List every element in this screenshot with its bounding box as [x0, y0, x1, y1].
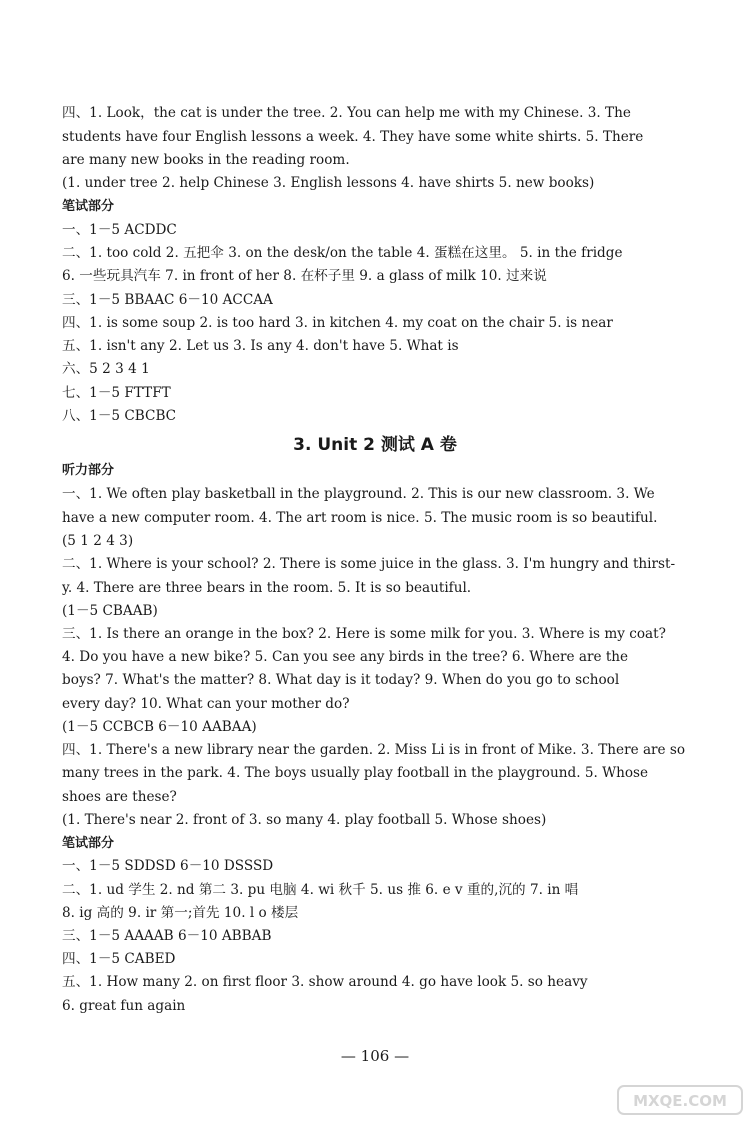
- written-answer-line: 四、1－5 CABED: [62, 951, 176, 967]
- written-answer-line: 三、1－5 AAAAB 6－10 ABBAB: [62, 928, 272, 944]
- listening-line: 一、1. We often play basketball in the playground. 2. This is our new classroom. 3. We: [62, 486, 655, 502]
- listening-line: have a new computer room. 4. The art room is nice. 5. The music room is so beautiful.: [62, 510, 658, 526]
- page-number: — 106 —: [340, 1047, 410, 1065]
- written-answer-line: 七、1－5 FTTFT: [62, 385, 171, 401]
- listening-q4-line-2: students have four English lessons a week. 4. They have some white shirts. 5. There: [62, 129, 644, 145]
- watermark-text: MXQE.COM: [633, 1092, 727, 1110]
- written-answer-line: 二、1. ud 学生 2. nd 第二 3. pu 电脑 4. wi 秋千 5. us 推 6. e v 重的,沉的 7. in 唱: [62, 882, 579, 898]
- written-answer-line: 四、1. is some soup 2. is too hard 3. in kitchen 4. my coat on the chair 5. is near: [62, 315, 613, 331]
- listening-line: 四、1. There's a new library near the garden. 2. Miss Li is in front of Mike. 3. There are so: [62, 742, 686, 758]
- written-section-label: 笔试部分: [62, 199, 115, 214]
- listening-line: (1. There's near 2. front of 3. so many 4. play football 5. Whose shoes): [62, 812, 547, 828]
- listening-section-label: 听力部分: [62, 463, 115, 478]
- written-section-label: 笔试部分: [62, 836, 115, 851]
- listening-line: many trees in the park. 4. The boys usually play football in the playground. 5. Whose: [62, 765, 649, 781]
- written-answer-line: 一、1－5 ACDDC: [62, 222, 177, 238]
- listening-line: y. 4. There are three bears in the room. 5. It is so beautiful.: [62, 580, 472, 596]
- listening-line: (1－5 CBAAB): [62, 603, 158, 619]
- listening-line: 三、1. Is there an orange in the box? 2. Here is some milk for you. 3. Where is my coat?: [62, 626, 666, 642]
- listening-line: shoes are these?: [62, 789, 177, 805]
- watermark-logo: [616, 1084, 744, 1116]
- written-answer-line: 八、1－5 CBCBC: [62, 408, 177, 424]
- written-answer-line: 六、5 2 3 4 1: [62, 361, 150, 377]
- listening-line: (5 1 2 4 3): [62, 533, 134, 549]
- listening-line: boys? 7. What's the matter? 8. What day is it today? 9. When do you go to school: [62, 672, 620, 688]
- listening-line: (1－5 CCBCB 6－10 AABAA): [62, 719, 257, 735]
- written-answer-line: 三、1－5 BBAAC 6－10 ACCAA: [62, 292, 273, 308]
- written-answer-line: 6. 一些玩具汽车 7. in front of her 8. 在杯子里 9. a glass of milk 10. 过来说: [62, 268, 547, 284]
- section-title: 3. Unit 2 测试 A 卷: [293, 435, 457, 455]
- listening-line: 二、1. Where is your school? 2. There is some juice in the glass. 3. I'm hungry and thirst-: [62, 556, 676, 572]
- listening-q4-line-3: are many new books in the reading room.: [62, 152, 350, 168]
- listening-line: 4. Do you have a new bike? 5. Can you see any birds in the tree? 6. Where are the: [62, 649, 629, 665]
- written-answer-line: 6. great fun again: [62, 998, 186, 1014]
- listening-q4-line-1: 四、1. Look，the cat is under the tree. 2. You can help me with my Chinese. 3. The: [62, 105, 631, 121]
- written-answer-line: 8. ig 高的 9. ir 第一;首先 10. l o 楼层: [62, 905, 299, 921]
- written-answer-line: 五、1. How many 2. on first floor 3. show around 4. go have look 5. so heavy: [62, 974, 588, 990]
- written-answer-line: 一、1－5 SDDSD 6－10 DSSSD: [62, 858, 274, 874]
- written-answer-line: 五、1. isn't any 2. Let us 3. Is any 4. don't have 5. What is: [62, 338, 459, 354]
- written-answer-line: 二、1. too cold 2. 五把伞 3. on the desk/on the table 4. 蛋糕在这里。 5. in the fridge: [62, 245, 623, 261]
- listening-q4-answers: (1. under tree 2. help Chinese 3. English lessons 4. have shirts 5. new books): [62, 175, 595, 191]
- listening-line: every day? 10. What can your mother do?: [62, 696, 350, 712]
